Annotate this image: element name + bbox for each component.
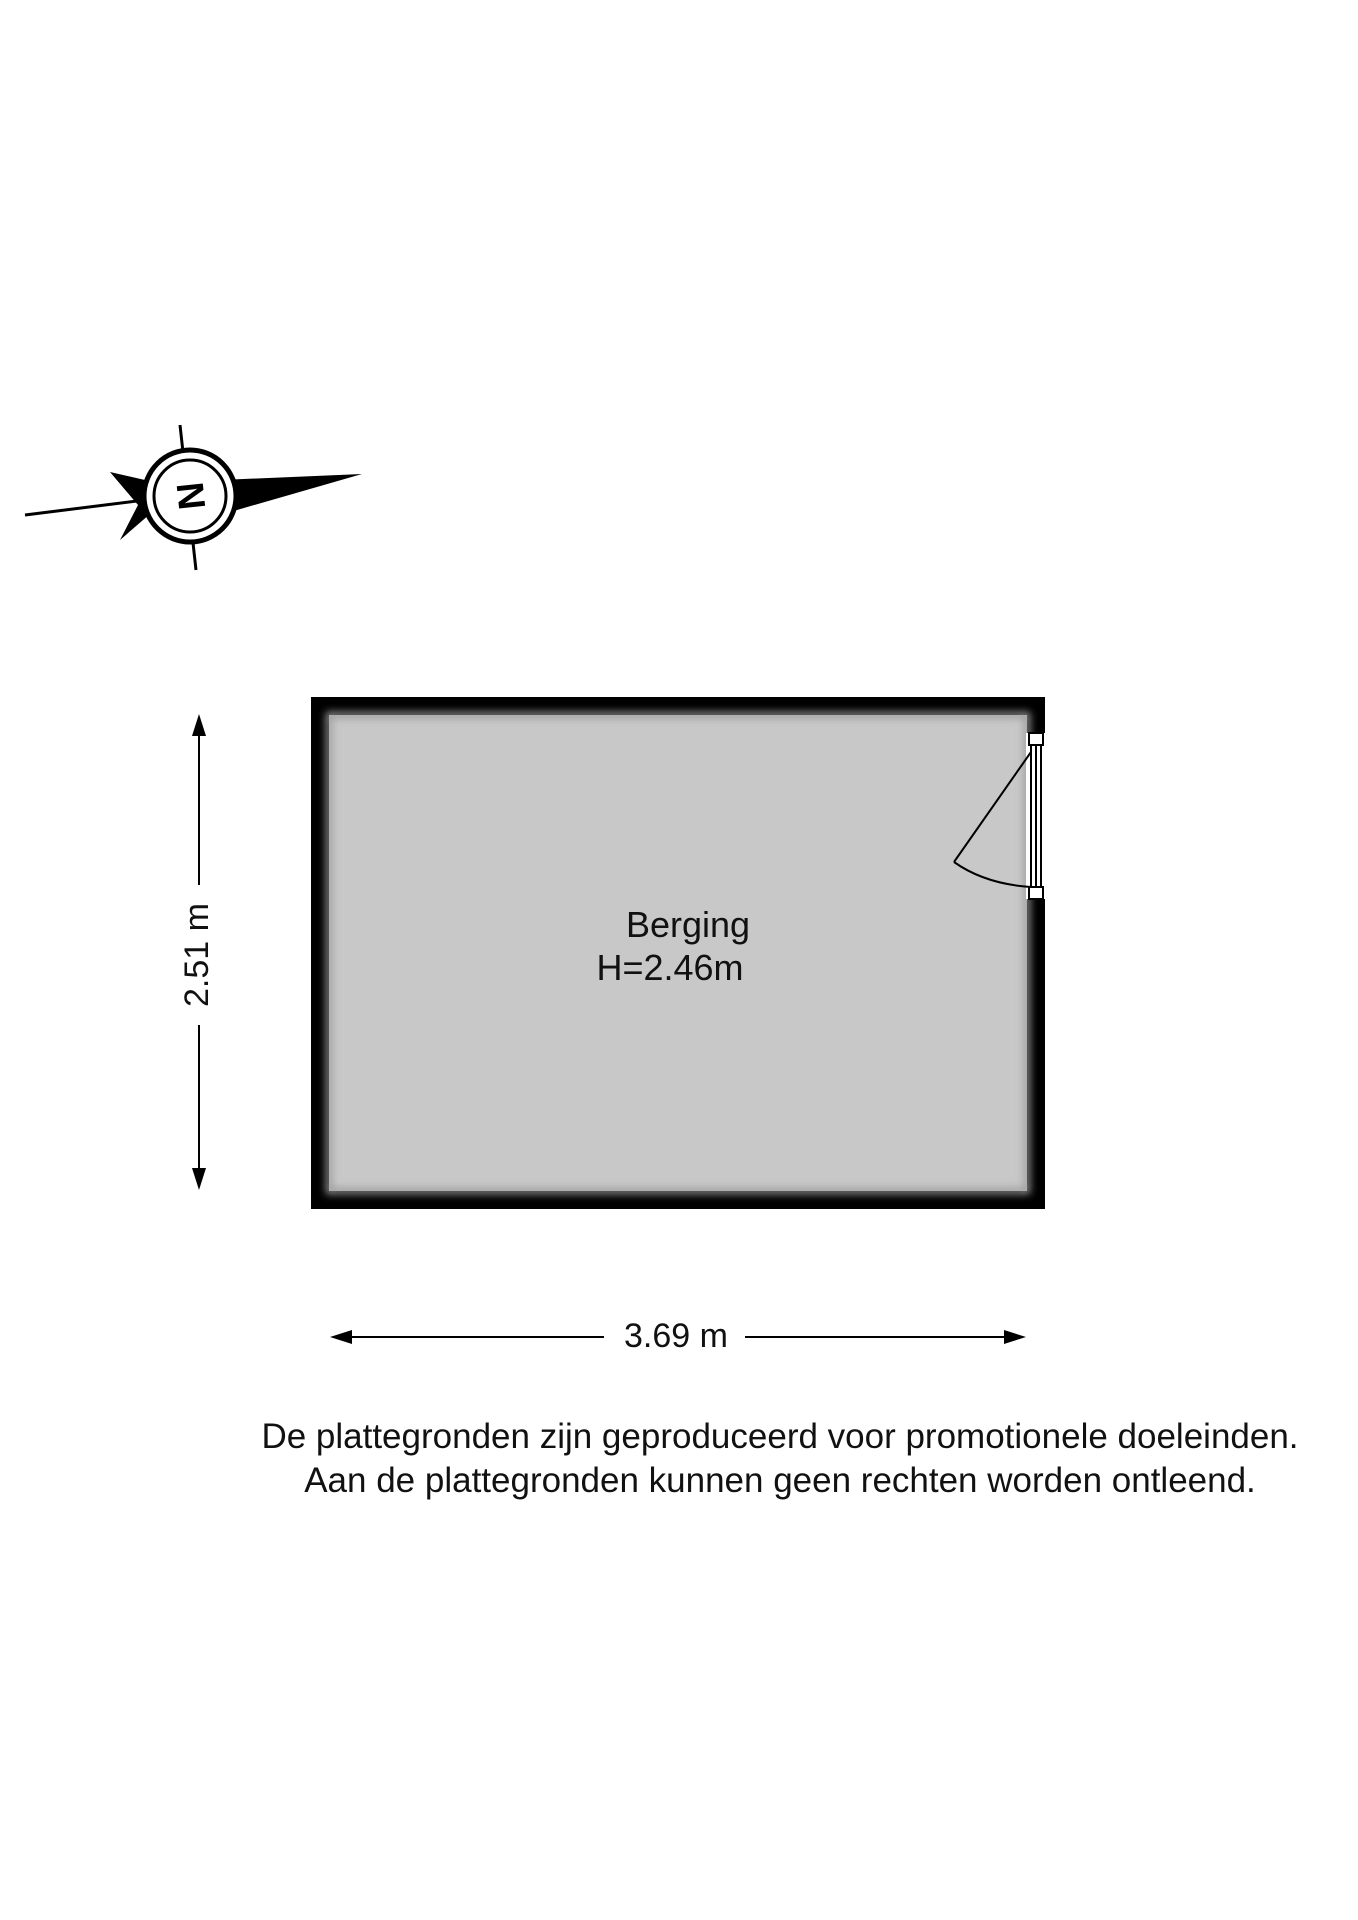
room-berging (311, 697, 1046, 1209)
depth-label: 2.51 m (177, 903, 216, 1007)
disclaimer (190, 1415, 1358, 1503)
disclaimer-line-1: De plattegronden zijn geproduceerd voor promotionele doeleinden. (261, 1417, 1299, 1456)
disclaimer-line-2: Aan de plattegronden kunnen geen rechten worden ontleend. (304, 1461, 1256, 1500)
width-dimension (330, 1317, 1026, 1355)
compass-letter: N (169, 479, 215, 512)
depth-dimension (178, 714, 216, 1190)
room-height: H=2.46m (596, 947, 744, 988)
width-label: 3.69 m (624, 1316, 728, 1355)
north-arrow-icon (25, 425, 362, 570)
room-name: Berging (625, 904, 751, 945)
compass (25, 425, 362, 570)
